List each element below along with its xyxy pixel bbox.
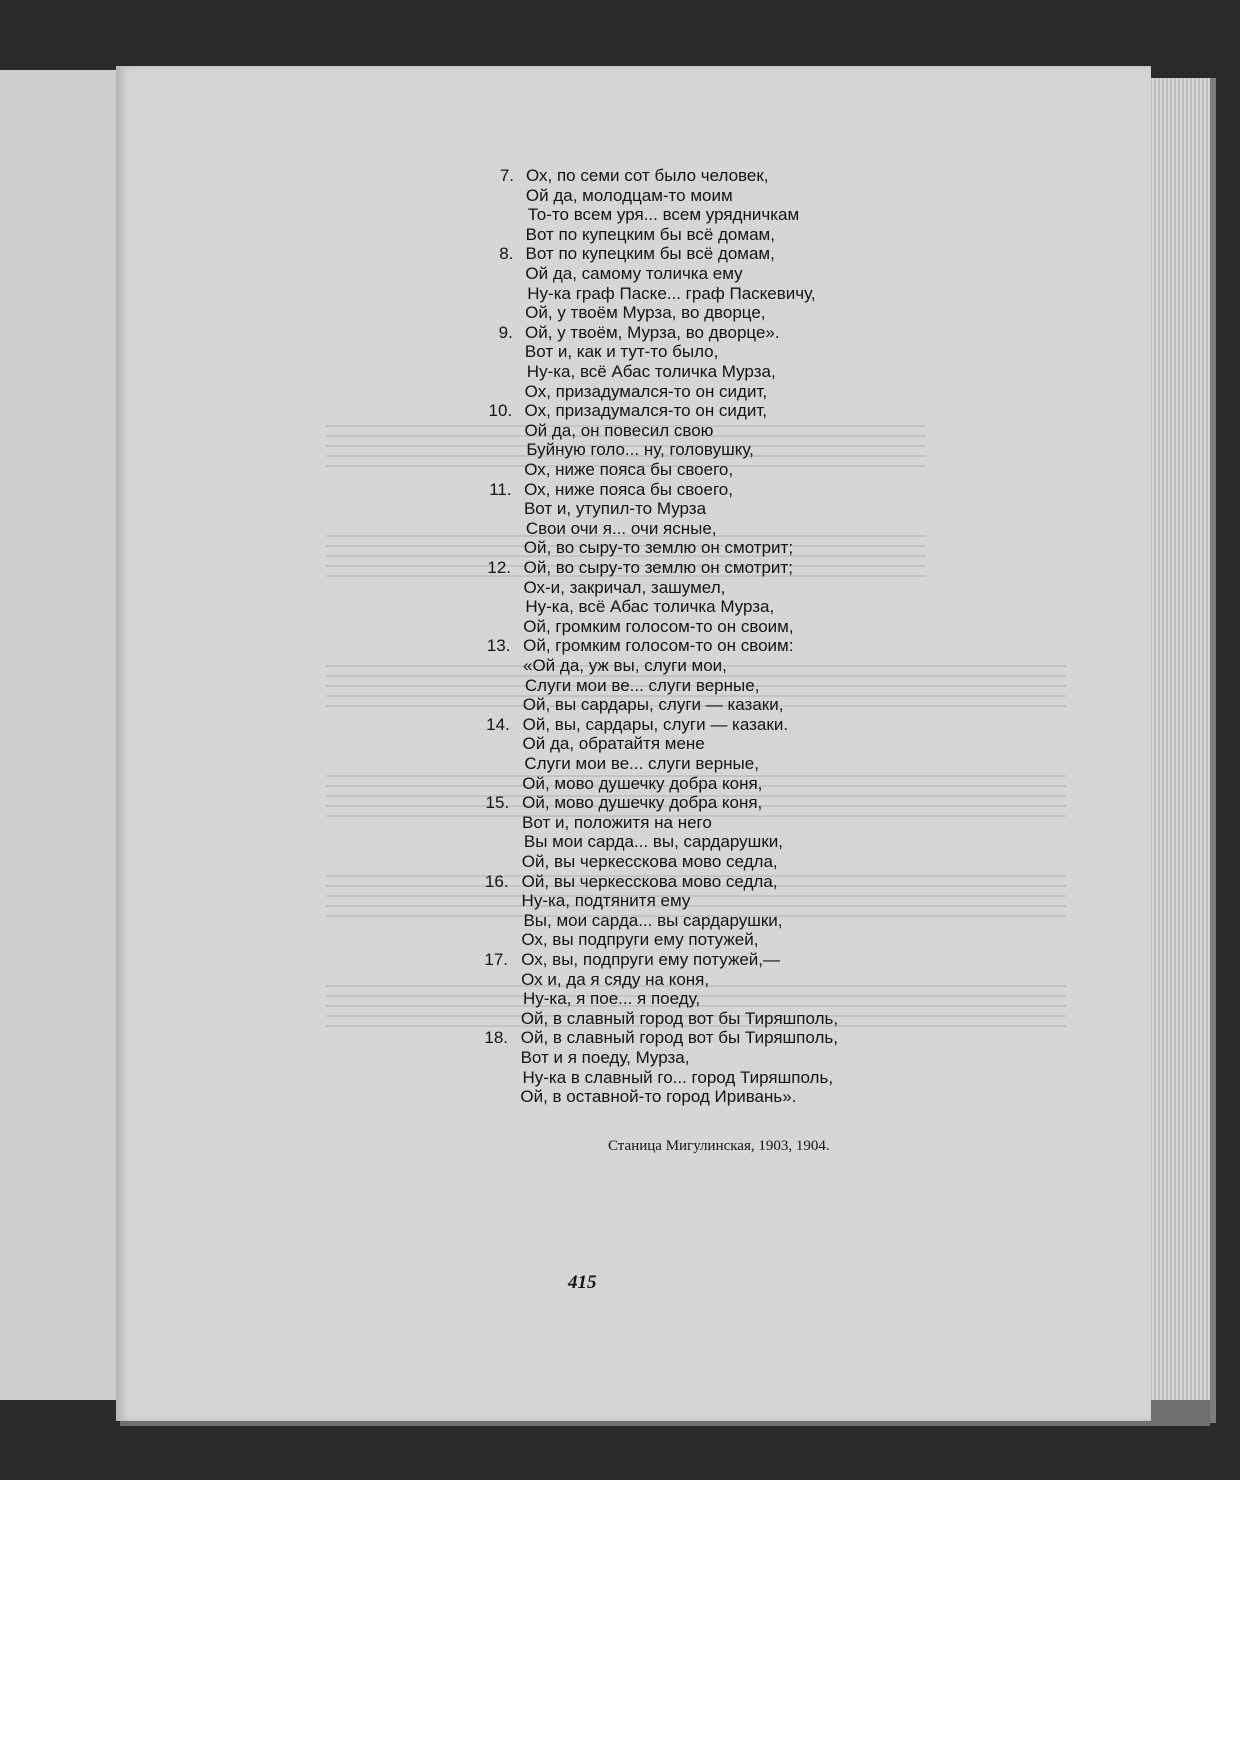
verse-line: Ох и, да я сяду на коня, bbox=[521, 969, 710, 989]
verse-line: Ой, в оставной-то город Иривань». bbox=[520, 1087, 797, 1107]
verse-line: Ой, мово душечку добра коня, bbox=[522, 773, 763, 793]
stanza-number: 12. bbox=[487, 558, 511, 577]
page-number: 415 bbox=[568, 1272, 597, 1293]
verse-line: Вот по купецким бы всё домам, bbox=[525, 244, 775, 264]
verse-line: Ой, во сыру-то землю он смотрит; bbox=[523, 558, 793, 577]
verse-line: Слуги мои ве... слуги верные, bbox=[524, 754, 759, 773]
stanza-number: 16. bbox=[484, 871, 509, 891]
stanza-number: 17. bbox=[484, 950, 508, 969]
song-verses bbox=[116, 66, 1151, 1421]
verse-line: «Ой да, уж вы, слуги мои, bbox=[523, 656, 727, 675]
verse-line: Вот по купецким бы всё домам, bbox=[525, 224, 775, 244]
source-note: Станица Мигулинская, 1903, 1904. bbox=[608, 1138, 830, 1154]
verse-line: Ой, громким голосом-то он своим: bbox=[523, 636, 794, 656]
verse-line: Ой, в славный город вот бы Тиряшполь, bbox=[520, 1028, 838, 1048]
stanza-number: 14. bbox=[486, 714, 510, 734]
stanza-number: 18. bbox=[484, 1028, 508, 1048]
verse-line: То-то всем уря... всем урядничкам bbox=[527, 205, 800, 225]
stanza-number: 9. bbox=[498, 322, 513, 342]
verse-line: Слуги мои ве... слуги верные, bbox=[524, 675, 760, 695]
stanza-number: 13. bbox=[486, 636, 511, 656]
verse-line: Ой, вы черкесскова мово седла, bbox=[521, 852, 778, 871]
verse-line: Ой, у твоём, Мурза, во дворце». bbox=[525, 322, 780, 342]
verse-line: Вы, мои сарда... вы сардарушки, bbox=[523, 910, 783, 930]
verse-line: Ну-ка, всё Абас толичка Мурза, bbox=[525, 597, 775, 617]
verse-line: Ой, вы сардары, слуги — казаки, bbox=[522, 695, 784, 715]
verse-line: Ох-и, закричал, зашумел, bbox=[523, 577, 726, 597]
verse-line: Ох, призадумался-то он сидит, bbox=[524, 401, 767, 421]
verse-line: Ой, громким голосом-то он своим, bbox=[523, 616, 794, 636]
verse-line: Вот и, утупил-то Мурза bbox=[523, 499, 707, 519]
verse-line: Вот и, положитя на него bbox=[522, 812, 712, 832]
stanza-number: 15. bbox=[485, 793, 510, 813]
verse-line: Ой, вы черкесскова мово седла, bbox=[521, 871, 778, 891]
verse-line: Ну-ка, подтянитя ему bbox=[521, 891, 691, 911]
verse-line: Ой, вы, сардары, слуги — казаки. bbox=[522, 714, 789, 734]
verse-line: Ох, ниже пояса бы своего, bbox=[524, 479, 733, 499]
verse-line: Ой, у твоём Мурза, во дворце, bbox=[525, 303, 766, 323]
stanza-number: 7. bbox=[499, 166, 514, 185]
verse-line: Свои очи я... очи ясные, bbox=[525, 518, 717, 538]
verse-line: Ох, вы, подпруги ему потужей,— bbox=[521, 950, 781, 969]
verse-line: Буйную голо... ну, головушку, bbox=[526, 440, 754, 460]
verse-line: Ой, в славный город вот бы Тиряшполь, bbox=[520, 1008, 839, 1028]
verse-line: Ну-ка граф Паске... граф Паскевичу, bbox=[527, 283, 816, 303]
verse-line: Ой да, самому толичка ему bbox=[525, 264, 743, 283]
verse-line: Ой, во сыру-то землю он смотрит; bbox=[523, 538, 794, 558]
verse-line: Ох, призадумался-то он сидит, bbox=[524, 381, 768, 401]
verse-line: Вот и, как и тут-то было, bbox=[524, 342, 719, 362]
right-page bbox=[116, 66, 1151, 1421]
stanza-number: 10. bbox=[488, 401, 513, 421]
verse-line: Ой да, обратайтя мене bbox=[522, 734, 705, 754]
verse-line: Вот и я поеду, Мурза, bbox=[520, 1048, 690, 1067]
verse-line: Ох, по семи сот было человек, bbox=[526, 166, 769, 185]
verse-line: Ой, мово душечку добра коня, bbox=[522, 793, 763, 813]
verse-line: Ох, ниже пояса бы своего, bbox=[524, 460, 734, 479]
verse-line: Ой да, он повесил свою bbox=[524, 420, 714, 440]
stanza-number: 11. bbox=[489, 479, 512, 499]
verse-line: Ну-ка, я пое... я поеду, bbox=[522, 989, 701, 1009]
verse-line: Ох, вы подпруги ему потужей, bbox=[521, 930, 759, 950]
verse-line: Ну-ка, всё Абас толичка Мурза, bbox=[526, 362, 776, 381]
verse-line: Ой да, молодцам-то моим bbox=[525, 185, 733, 205]
stanza-number: 8. bbox=[499, 244, 514, 264]
verse-line: Ну-ка в славный го... город Тиряшполь, bbox=[522, 1067, 834, 1087]
verse-line: Вы мои сарда... вы, сардарушки, bbox=[523, 832, 783, 852]
